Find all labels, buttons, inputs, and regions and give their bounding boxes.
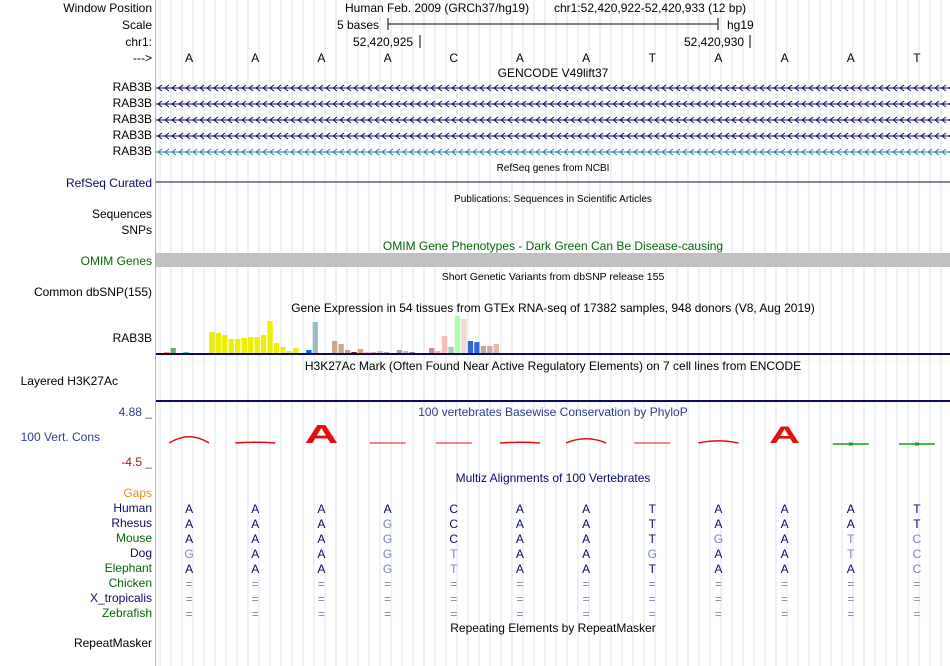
alignment-base: = [251,577,259,591]
alignment-base: A [582,547,591,561]
multiz-title: Multiz Alignments of 100 Vertebrates [455,471,651,485]
gtex-bar [455,316,460,353]
species-label-x_tropicalis[interactable]: X_tropicalis [89,591,152,605]
base-letter: C [449,51,459,65]
gtex-bar [481,346,486,353]
phylop-bump [169,437,209,443]
alignment-base: T [648,532,656,546]
alignment-base: = [450,607,458,621]
alignment-base: = [317,577,325,591]
base-letter: A [714,51,723,65]
base-letter: A [582,51,591,65]
alignment-base: C [449,532,459,546]
gtex-bar [293,348,298,353]
alignment-base: = [516,592,524,606]
assembly-name: Human Feb. 2009 (GRCh37/hg19) [345,1,530,15]
alignment-base: A [515,517,524,531]
chrom-label[interactable]: chr1: [125,35,152,49]
alignment-base: A [515,502,524,516]
alignment-base: = [251,592,259,606]
species-label-chicken[interactable]: Chicken [108,576,152,590]
alignment-base: A [317,547,326,561]
alignment-base: = [847,577,855,591]
alignment-base: A [515,562,524,576]
gencode-label[interactable]: RAB3B [112,80,152,94]
alignment-base: G [382,532,393,546]
gtex-bar [429,348,434,353]
alignment-base: C [912,562,922,576]
alignment-base: G [382,517,393,531]
alignment-base: A [582,502,591,516]
gencode-label[interactable]: RAB3B [112,112,152,126]
gtex-bar [384,352,389,353]
species-label-rhesus[interactable]: Rhesus [111,516,152,530]
alignment-base: T [648,517,656,531]
alignment-base: G [713,532,724,546]
alignment-base: A [185,532,194,546]
gencode-label[interactable]: RAB3B [112,128,152,142]
gtex-bar [209,332,214,353]
gtex-bar [274,343,279,353]
gtex-bar [351,352,356,353]
window-position[interactable]: chr1:52,420,922-52,420,933 (12 bp) [554,1,747,15]
phylop-title: 100 vertebrates Basewise Conservation by PhyloP [418,405,688,419]
alignment-base: = [648,577,656,591]
alignment-base: T [913,517,921,531]
gtex-bar [183,352,188,353]
gtex-bar [313,322,318,353]
alignment-base: = [582,577,590,591]
h3k27ac-title: H3K27Ac Mark (Often Found Near Active Regulatory Elements) on 7 cell lines from ENCODE [304,359,802,373]
species-label-human[interactable]: Human [113,501,152,515]
gtex-bar [461,319,466,353]
gtex-bar [222,335,227,353]
alignment-base: A [317,517,326,531]
alignment-base: = [582,592,590,606]
gtex-bar [235,339,240,353]
alignment-base: = [185,577,193,591]
gtex-bar [261,335,266,353]
tracks-canvas[interactable] [156,0,950,666]
phylop-max-label: 4.88 _ [118,405,152,419]
alignment-base: A [251,502,260,516]
gtex-label[interactable]: RAB3B [112,331,152,345]
species-label-elephant[interactable]: Elephant [104,561,152,575]
coord-left: 52,420,925 [353,35,414,49]
gtex-bar [448,347,453,353]
alignment-base: = [582,607,590,621]
alignment-base: = [913,592,921,606]
alignment-base: A [846,517,855,531]
window-position-label[interactable]: Window Position [63,1,152,15]
gtex-bar [364,352,369,353]
gtex-bar [171,348,176,353]
alignment-base: = [185,607,193,621]
alignment-base: = [251,607,259,621]
omim-bar [156,253,950,267]
gtex-bar [280,347,285,353]
gtex-bar [397,350,402,353]
snps-label[interactable]: SNPs [121,223,152,237]
base-letter: A [515,51,524,65]
alignment-base: G [382,547,393,561]
phylop-min-label: -4.5 _ [121,455,152,469]
alignment-base: = [384,577,392,591]
alignment-base: G [184,547,194,561]
alignment-base: C [912,547,922,561]
alignment-base: = [317,592,325,606]
phylop-letter: A [304,420,339,450]
alignment-base: A [582,562,591,576]
gtex-bar [442,336,447,353]
alignment-base: A [714,517,723,531]
alignment-base: = [714,577,722,591]
phylop-bump [500,442,540,443]
phylop-label[interactable]: 100 Vert. Cons [20,430,100,444]
gtex-bar [287,351,292,353]
base-letter: A [780,51,789,65]
alignment-base: = [847,607,855,621]
dbsnp-label[interactable]: Common dbSNP(155) [33,285,152,299]
alignment-base: A [714,502,723,516]
phylop-letter: A [768,421,801,449]
alignment-base: G [382,562,393,576]
gtex-bar [410,352,415,353]
alignment-base: A [780,532,789,546]
alignment-base: A [515,547,524,561]
species-label-mouse[interactable]: Mouse [115,531,152,545]
alignment-base: = [847,592,855,606]
dbsnp-title: Short Genetic Variants from dbSNP release 155 [441,271,665,283]
alignment-base: A [582,517,591,531]
alignment-base: T [847,532,855,546]
publications-title: Publications: Sequences in Scientific Articles [454,194,652,205]
alignment-base: A [582,532,591,546]
track-label-column [0,0,156,666]
alignment-base: A [251,547,260,561]
alignment-base: A [317,562,326,576]
alignment-base: = [450,577,458,591]
gaps-label[interactable]: Gaps [123,486,152,500]
alignment-base: T [450,547,458,561]
gtex-bar [216,333,221,353]
gtex-bar [339,344,344,353]
alignment-base: T [847,547,855,561]
alignment-base: = [714,592,722,606]
alignment-base: A [780,502,789,516]
gencode-label[interactable]: RAB3B [112,144,152,158]
h3k27ac-label[interactable]: Layered H3K27Ac [20,374,118,388]
gtex-bar [403,351,408,353]
gtex-bar [306,350,311,353]
alignment-base: = [781,577,789,591]
phylop-bump [566,439,606,443]
gtex-bar [248,337,253,353]
strand-label[interactable]: ---> [133,51,152,65]
alignment-base: = [648,607,656,621]
rmsk-label[interactable]: RepeatMasker [73,636,152,650]
phylop-bump [235,442,275,443]
alignment-base: A [185,502,194,516]
base-letter: A [317,51,326,65]
track-data-area[interactable] [156,0,950,666]
alignment-base: = [384,607,392,621]
scale-text: 5 bases [337,18,380,32]
alignment-base: A [251,532,260,546]
alignment-base: C [912,532,922,546]
base-letter: T [648,51,656,65]
gtex-bar [229,339,234,353]
alignment-base: A [251,517,260,531]
alignment-base: T [913,502,921,516]
alignment-base: A [780,547,789,561]
base-letter: A [185,51,194,65]
alignment-base: A [185,562,194,576]
alignment-base: = [516,577,524,591]
alignment-base: T [648,562,656,576]
scale-label[interactable]: Scale [121,18,152,32]
gtex-bar [267,321,272,353]
gtex-bar [487,346,492,353]
gtex-bar [164,352,169,353]
alignment-base: = [781,607,789,621]
gtex-title: Gene Expression in 54 tissues from GTEx RNA-seq of 17382 samples, 948 donors (V8, Aug 2019) [291,301,815,315]
gtex-bar [377,351,382,353]
base-letter: A [383,51,392,65]
alignment-base: = [648,592,656,606]
gtex-bar [494,344,499,353]
gtex-bar [255,337,260,353]
gtex-bar [358,349,363,353]
omim-title: OMIM Gene Phenotypes - Dark Green Can Be Disease-causing [382,239,724,253]
gtex-bar [468,341,473,353]
species-label-zebrafish[interactable]: Zebrafish [101,606,152,620]
alignment-base: A [846,562,855,576]
alignment-base: A [317,502,326,516]
base-letter: A [251,51,260,65]
alignment-base: A [846,502,855,516]
alignment-base: A [251,562,260,576]
omim-label[interactable]: OMIM Genes [80,254,152,268]
alignment-base: A [185,517,194,531]
alignment-base: T [450,562,458,576]
alignment-base: = [781,592,789,606]
alignment-base: A [780,517,789,531]
alignment-base: = [384,592,392,606]
alignment-base: A [317,532,326,546]
alignment-base: = [450,592,458,606]
publications-label[interactable]: Sequences [91,207,152,221]
gencode-label[interactable]: RAB3B [112,96,152,110]
alignment-base: A [383,502,392,516]
alignment-base: T [648,502,656,516]
base-letter: T [913,51,921,65]
gencode-title: GENCODE V49lift37 [497,66,609,80]
alignment-base: = [714,607,722,621]
alignment-base: A [714,562,723,576]
alignment-base: A [714,547,723,561]
gtex-bar [332,341,337,353]
alignment-base: A [780,562,789,576]
species-label-dog[interactable]: Dog [129,546,152,560]
gtex-bar [371,352,376,353]
alignment-base: = [516,607,524,621]
alignment-base: = [317,607,325,621]
refseq-label[interactable]: RefSeq Curated [65,176,152,190]
alignment-base: = [913,577,921,591]
base-letter: A [846,51,855,65]
alignment-base: A [515,532,524,546]
alignment-base: = [913,607,921,621]
refseq-title: RefSeq genes from NCBI [496,163,610,174]
alignment-base: = [185,592,193,606]
alignment-base: C [449,517,459,531]
gtex-bar [345,350,350,353]
gtex-bar [474,342,479,353]
alignment-base: G [647,547,657,561]
phylop-bump [698,441,738,443]
gtex-bar [435,351,440,353]
gtex-bar [242,338,247,353]
db-name: hg19 [727,18,754,32]
coord-right: 52,420,930 [684,35,745,49]
alignment-base: C [449,502,459,516]
rmsk-title: Repeating Elements by RepeatMasker [450,621,656,635]
